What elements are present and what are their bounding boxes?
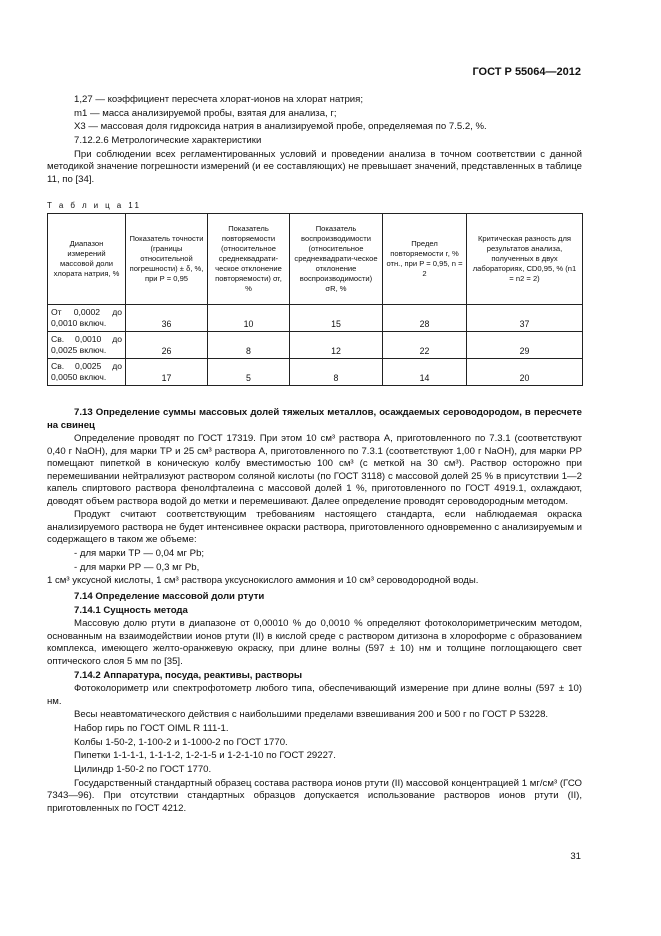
table-cell: 26 [126, 332, 208, 359]
intro-line: m1 — масса анализируемой пробы, взятая для анализа, г; [74, 107, 337, 119]
equipment-item: Колбы 1-50-2, 1-100-2 и 1-1000-2 по ГОСТ 1770. [74, 736, 288, 748]
subsection-title: 7.14.1 Сущность метода [74, 604, 188, 616]
page-number: 31 [570, 851, 581, 862]
subsection-title: 7.14.2 Аппаратура, посуда, реактивы, растворы [74, 669, 303, 681]
intro-line: 1,27 — коэффициент пересчета хлорат-ионов на хлорат натрия; [74, 94, 364, 105]
section-title: 7.13 Определение суммы массовых долей тяжелых металлов, осаждаемых сероводородом, в пересчете на свинец [47, 407, 582, 431]
section-paragraph: Государственный стандартный образец состава раствора ионов ртути (II) массовой концентрацией 1 мг/см³ (ГСО 7343—96). При отсутствии стандартных образцов допускается использование растворов ионов ртути (II), приготовленных по ГОСТ 4212. [47, 777, 582, 814]
table-header-cell: Предел повторяемости r, % отн., при P = 0,95, n = 2 [383, 214, 467, 305]
table-cell: 20 [467, 359, 583, 386]
table-cell: 12 [290, 332, 383, 359]
table-header-cell: Показатель точности (границы относительной погрешности) ± δ, %, при P = 0,95 [126, 214, 208, 305]
table-cell: 36 [126, 305, 208, 332]
table-row [48, 359, 583, 386]
table-header-cell: Критическая разность для результатов анализа, полученных в двух лабораториях, CD0,95, % (n1 = n2 = 2) [467, 214, 583, 305]
table-row [48, 305, 583, 332]
table-cell: 29 [467, 332, 583, 359]
metrology-table [47, 213, 583, 386]
intro-line: X3 — массовая доля гидроксида натрия в анализируемой пробе, определяемая по 7.5.2, %. [74, 121, 487, 133]
table-header-cell: Показатель повторяемости (относительное среднеквадрати-ческое отклонение повторяемости) σr, % [208, 214, 290, 305]
table-cell-range: От 0,0002 до 0,0010 включ. [48, 305, 126, 332]
table-cell: 14 [383, 359, 467, 386]
table-header-cell: Диапазон измерений массовой доли хлората натрия, % [48, 214, 126, 305]
table-cell: 8 [208, 332, 290, 359]
table-cell: 15 [290, 305, 383, 332]
table-cell: 10 [208, 305, 290, 332]
table-cell-range: Св. 0,0025 до 0,0050 включ. [48, 359, 126, 386]
section-paragraph: 1 см³ уксусной кислоты, 1 см³ раствора уксуснокислого аммония и 10 см³ сероводородной воды. [47, 575, 479, 587]
table-header-cell: Показатель воспроизводимости (относительное среднеквадрати-ческое отклонение воспроизводимости) σR, % [290, 214, 383, 305]
table-header-row [48, 214, 583, 305]
equipment-item: Пипетки 1-1-1-1, 1-1-1-2, 1-2-1-5 и 1-2-1-10 по ГОСТ 29227. [74, 750, 336, 762]
table-cell: 28 [383, 305, 467, 332]
section-paragraph: Продукт считают соответствующим требованиям настоящего стандарта, если наблюдаемая окраска анализируемого раствора не будет интенсивнее окраски раствора, приготовленного одновременно с анализируемым и содержащего в таком же объеме: [47, 509, 582, 546]
equipment-item: Цилиндр 1-50-2 по ГОСТ 1770. [74, 764, 212, 776]
section-paragraph: Определение проводят по ГОСТ 17319. При этом 10 см³ раствора А, приготовленного по 7.3.1 (соответствуют 0,40 г NaOH), для марки ТР и 25 см³ раствора А, приготовленного по 7.3.1 (соответствуют 1,00 г NaOH), для марки РР помещают пипеткой в коническую колбу вместимостью 100 см³ (с меткой на 30 см³). Раствор осторожно при перемешивании нейтрализуют раствором соляной кислоты (по ГОСТ 3118) с массовой долей 25 % в присутствии 1—2 капель спиртового раствора фенолфталеина с массовой долей 1 %, приготовленного по ГОСТ 4919.1, охлаждают, доводят объем раствора водой до метки и перемешивают. Далее определение проводят сероводородным методом. [47, 433, 582, 507]
subsection-heading: 7.12.2.6 Метрологические характеристики [74, 135, 262, 147]
section-title: 7.14 Определение массовой доли ртути [74, 590, 265, 602]
table-row [48, 332, 583, 359]
table-cell-range: Св. 0,0010 до 0,0025 включ. [48, 332, 126, 359]
intro-block [47, 94, 582, 187]
table-caption: Т а б л и ц а 11 [47, 201, 142, 210]
table-cell: 8 [290, 359, 383, 386]
table-cell: 22 [383, 332, 467, 359]
list-item: - для марки ТР — 0,04 мг Pb; [74, 548, 205, 560]
standard-header: ГОСТ Р 55064—2012 [472, 66, 581, 78]
equipment-item: Набор гирь по ГОСТ OIML R 111-1. [74, 723, 229, 735]
section-7-13 [47, 407, 582, 817]
list-item: - для марки РР — 0,3 мг Pb, [74, 561, 200, 573]
table-cell: 37 [467, 305, 583, 332]
table-cell: 17 [126, 359, 208, 386]
section-paragraph: Массовую долю ртути в диапазоне от 0,00010 % до 0,0010 % определяют фотоколориметрическим методом, основанным на взаимодействии ионов ртути (II) в кислой среде с раствором дитизона в хлороформе с образованием комплекса, имеющего желто-оранжевую окраску, при длине волны (597 ± 10) нм и толщине поглощающего свет оптического слоя 5 мм по [35]. [47, 618, 582, 667]
section-paragraph: Весы неавтоматического действия с наибольшими пределами взвешивания 200 и 500 г по ГОСТ Р 53228. [74, 709, 549, 721]
intro-paragraph: При соблюдении всех регламентированных условий и проведении анализа в точном соответствии с данной методикой значение погрешности измерений (и ее составляющих) не превышает значений, представленных в таблице 11, по [34]. [47, 148, 582, 185]
section-paragraph: Фотоколориметр или спектрофотометр любого типа, обеспечивающий измерение при длине волны (597 ± 10) нм. [47, 683, 582, 707]
table-cell: 5 [208, 359, 290, 386]
